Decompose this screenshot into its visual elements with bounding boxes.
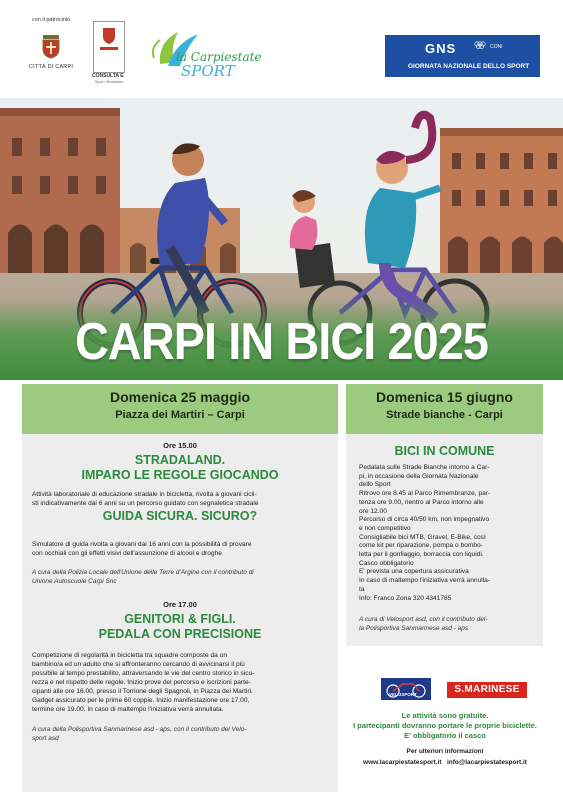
bici-desc-line: letta per il gonfiaggio, borraccia con liquidi. [359, 551, 484, 559]
notice-helmet: E' obbligatorio il casco [404, 731, 486, 740]
consulta-sub: Sport • Benessere [95, 80, 124, 84]
genitori-desc-line: rezza e nel rispetto delle regole. Inizio prove del percorso e iscrizioni parte- [32, 679, 251, 686]
credit-sanmarinese-l2: sport asd [32, 735, 59, 742]
patronage-label: con il patrocinio [32, 17, 71, 23]
genitori-desc-line: cipanti alle ore 16.00, presso il Torrione degli Spagnoli, in Piazza dei Martiri. [32, 688, 253, 695]
genitori-desc-line: bambino/a ed un adulto che si affronteranno cercando di avvicinarsi il più [32, 661, 245, 668]
credit-police [32, 568, 332, 586]
bici-desc-line: pi, in occasione della Giornata Nazionale [359, 472, 479, 480]
header [0, 0, 563, 98]
gns-logo: GNS [425, 41, 457, 56]
organizer-line1: la Carpiestate [176, 50, 262, 64]
stradaland-desc-l1: Attività laboratoriale di educazione stradale in bicicletta, rivolta a giovani cicli- [32, 491, 257, 498]
stradaland-title [22, 453, 338, 483]
guida-sicura-desc-l1: Simulatore di guida rivolta a giovani dai 16 anni con la possibilità di provare [32, 541, 252, 548]
municipality-label: CITTÀ DI CARPI [29, 64, 74, 70]
guida-sicura-title: GUIDA SICURA. SICURO? [102, 509, 258, 523]
genitori-desc-line: possibile al tempo prestabilito, attraversando le vie del centro storico in sicu- [32, 670, 255, 677]
bici-desc-line: Consigliabile bici MTB, Gravel, E-Bike, così [359, 533, 486, 541]
genitori-desc-line: termine ore 19.00. In caso di maltempo l'iniziativa verrà annullata. [32, 706, 224, 713]
credit-police-l1: A cura della Polizia Locale dell'Unione delle Terre d'Argine con il contributo di [32, 569, 254, 576]
consulta-label: CONSULTA E [92, 73, 124, 79]
event-title: CARPI IN BICI 2025 [75, 313, 488, 371]
bici-desc-line: Ritrovo ore 8.45 al Parco Rimembranze, par- [359, 490, 491, 498]
gns-label: GIORNATA NAZIONALE DELLO SPORT [408, 63, 530, 70]
stradaland-desc [32, 490, 332, 508]
bici-in-comune-desc [359, 464, 537, 603]
bici-desc-line: ore 12.00 [359, 507, 387, 515]
date-band-june [346, 384, 543, 434]
bici-desc-line: tenza ore 9.00, rientro al Parco intorno alle [359, 498, 484, 506]
coni-rings-icon [473, 39, 487, 53]
stradaland-title-line2: IMPARO LE REGOLE GIOCANDO [81, 468, 279, 482]
bici-desc-line: dello Sport [359, 481, 391, 489]
velosport-label: VELOSPORT [389, 692, 417, 697]
date-june: Domenica 15 giugno [376, 389, 513, 405]
carpi-crest-icon [40, 33, 62, 59]
genitori-figli-line1: GENITORI & FIGLI. [124, 612, 236, 626]
event-panel-may [22, 384, 338, 792]
event-panel-june [346, 384, 543, 646]
genitori-figli-desc [32, 651, 332, 714]
place-june: Strade bianche - Carpi [386, 409, 503, 421]
genitori-figli-line2: PEDALA CON PRECISIONE [98, 627, 262, 641]
bici-desc-line: Casco obbligatorio [359, 559, 414, 567]
time-17: Ore 17.00 [163, 600, 197, 609]
coni-label: CONI [490, 44, 503, 50]
credit-velosport-l2: la Polisportiva Sanmarinese asd - aps [359, 624, 469, 632]
contacts[interactable]: www.lacarpiestatesport.it info@lacarpiestatesport.it [363, 759, 527, 766]
bici-desc-line: In caso di maltempo l'iniziativa verrà annulla- [359, 577, 490, 585]
gns-banner [385, 35, 540, 77]
credit-sanmarinese [32, 725, 332, 743]
bici-desc-line: E' prevista una copertura assicurativa [359, 568, 469, 576]
genitori-desc-line: Gadget assicurato per le prime 60 coppie. Inizio manifestazione ore 17.00, [32, 697, 250, 704]
bici-desc-line: Info: Franco Zona 320 4341785 [359, 594, 452, 602]
genitori-figli-title [22, 612, 338, 642]
bici-desc-line: Pedalata sulle Strade Bianche intorno a Car- [359, 464, 490, 471]
date-may: Domenica 25 maggio [109, 389, 251, 405]
bici-desc-line: ta [359, 585, 365, 593]
time-15: Ore 15.00 [163, 441, 197, 450]
consulta-crest-icon [94, 22, 124, 56]
stradaland-desc-l2: sti indicativamente dai 6 anni su un percorso guidato con segnaletica stradale [32, 500, 259, 507]
bici-in-comune-title: BICI IN COMUNE [394, 444, 495, 458]
consulta-logo [93, 21, 125, 73]
bici-desc-line: e non competitivo [359, 524, 411, 532]
credit-velosport-l1: A cura di Velosport asd, con il contributo del- [359, 616, 488, 623]
notice-bikes: I partecipanti dovranno portare le proprie biciclette. [353, 721, 537, 730]
bici-desc-line: come kit per riparazione, pompa o bombo- [359, 542, 483, 550]
notice-free: Le attività sono gratuite. [401, 711, 489, 720]
stradaland-title-line1: STRADALAND. [134, 453, 226, 467]
organizer-line2: SPORT [181, 62, 235, 80]
place-may: Piazza dei Martiri – Carpi [115, 409, 245, 421]
guida-sicura-desc-l2: con occhiali con gli effetti visivi dell'assunzione di alcool e droghe [32, 550, 222, 557]
bici-desc-line: Percorso di circa 40/50 km, non impegnativo [359, 516, 490, 524]
sanmarinese-logo: S.MARINESE [447, 682, 527, 698]
info-label: Per ulteriori informazioni [406, 748, 484, 755]
credit-police-l2: Unione Autoscuole Carpi Snc [32, 578, 117, 585]
guida-sicura-desc [32, 540, 332, 558]
genitori-desc-line: Competizione di regolarità in bicicletta tra squadre composte da un [32, 652, 227, 659]
credit-velosport [359, 616, 539, 633]
date-band-may [22, 384, 338, 434]
credit-sanmarinese-l1: A cura della Polisportiva Sanmarinese asd - aps, con il contributo del Velo- [32, 726, 247, 733]
